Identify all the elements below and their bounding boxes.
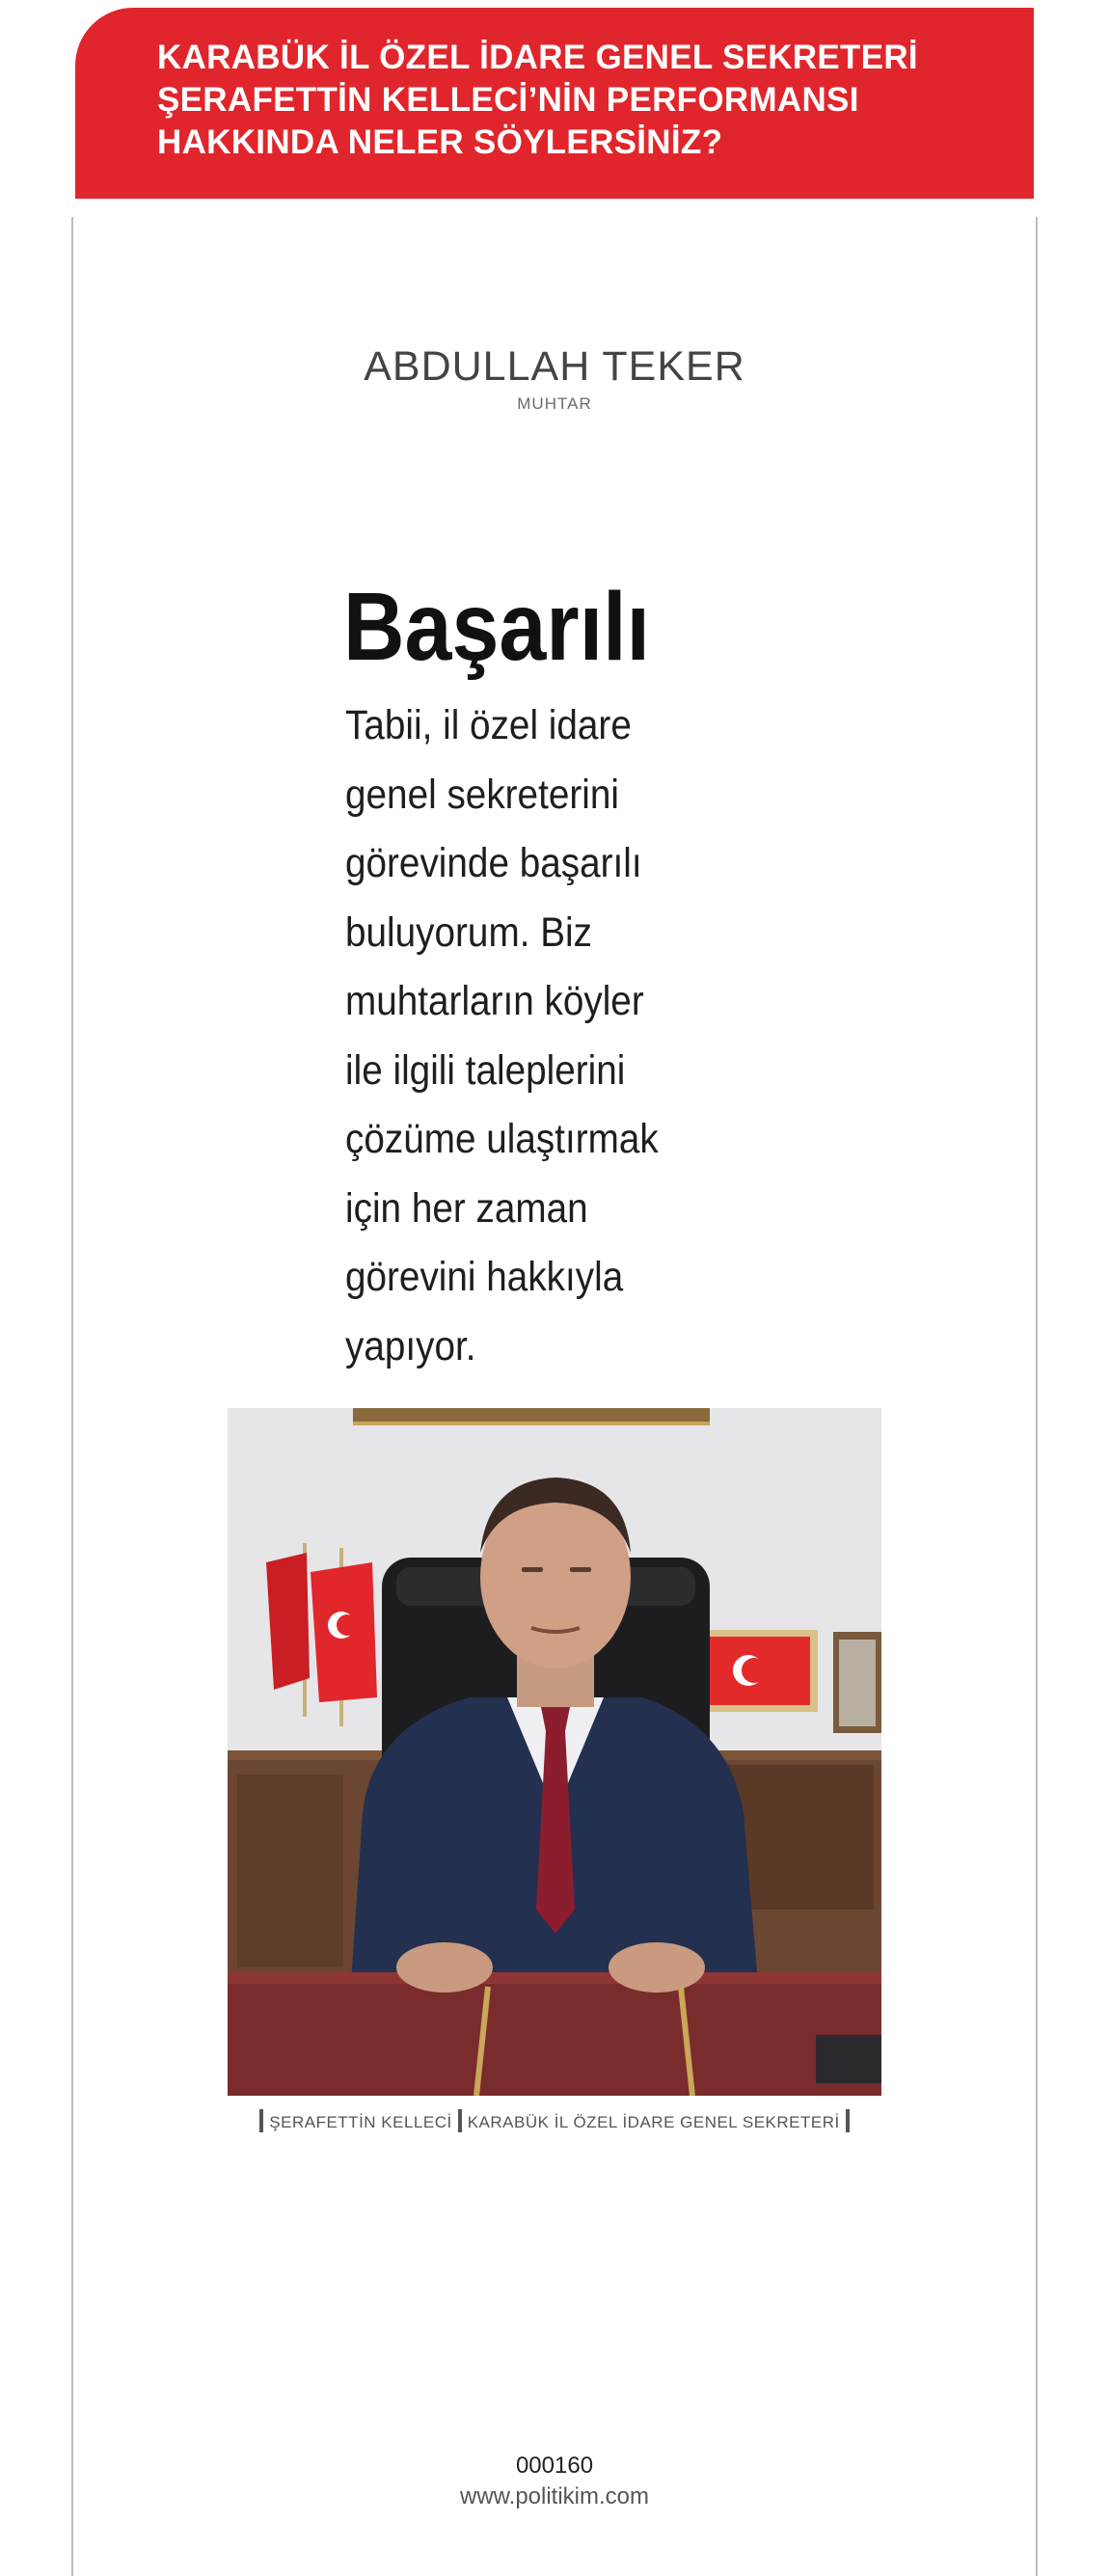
website-link[interactable]: www.politikim.com bbox=[459, 2483, 650, 2509]
author-name: ABDULLAH TEKER bbox=[364, 343, 745, 390]
quote-line: çözüme ulaştırmak bbox=[345, 1116, 659, 1162]
quote-line: görevinde başarılı bbox=[345, 840, 642, 886]
quote-line: Tabii, il özel idare bbox=[345, 702, 632, 748]
quote-line: muhtarların köyler bbox=[345, 978, 644, 1024]
banner-line-2: ŞERAFETTİN KELLECİ’NİN PERFORMANSI bbox=[157, 81, 859, 119]
question-banner bbox=[75, 8, 1034, 199]
page-number: 000160 bbox=[515, 2453, 594, 2479]
quote-body bbox=[345, 691, 731, 1381]
quote-line: ile ilgili taleplerini bbox=[345, 1046, 626, 1094]
quote-line: için her zaman bbox=[345, 1184, 588, 1232]
author-role: MUHTAR bbox=[517, 394, 592, 413]
caption-person-title: KARABÜK İL ÖZEL İDARE GENEL SEKRETERİ bbox=[467, 2113, 840, 2131]
quote-line: yapıyor. bbox=[345, 1322, 476, 1369]
quote-line: buluyorum. Biz bbox=[345, 908, 592, 956]
left-border-line bbox=[71, 217, 73, 2576]
banner-line-3: HAKKINDA NELER SÖYLERSİNİZ? bbox=[157, 123, 723, 161]
quote-title: Başarılı bbox=[343, 573, 650, 681]
portrait-photo bbox=[228, 1408, 881, 2096]
photo-caption bbox=[0, 2109, 1109, 2132]
banner-line-1: KARABÜK İL ÖZEL İDARE GENEL SEKRETERİ bbox=[157, 39, 918, 76]
quote-line: görevini hakkıyla bbox=[345, 1254, 624, 1300]
author-block bbox=[0, 342, 1109, 414]
caption-divider bbox=[846, 2109, 850, 2132]
caption-divider bbox=[458, 2109, 462, 2132]
right-border-line bbox=[1036, 217, 1038, 2576]
page-footer bbox=[0, 2452, 1109, 2513]
caption-divider bbox=[259, 2109, 263, 2132]
caption-person-name: ŞERAFETTİN KELLECİ bbox=[269, 2113, 452, 2131]
quote-line: genel sekreterini bbox=[345, 771, 619, 818]
